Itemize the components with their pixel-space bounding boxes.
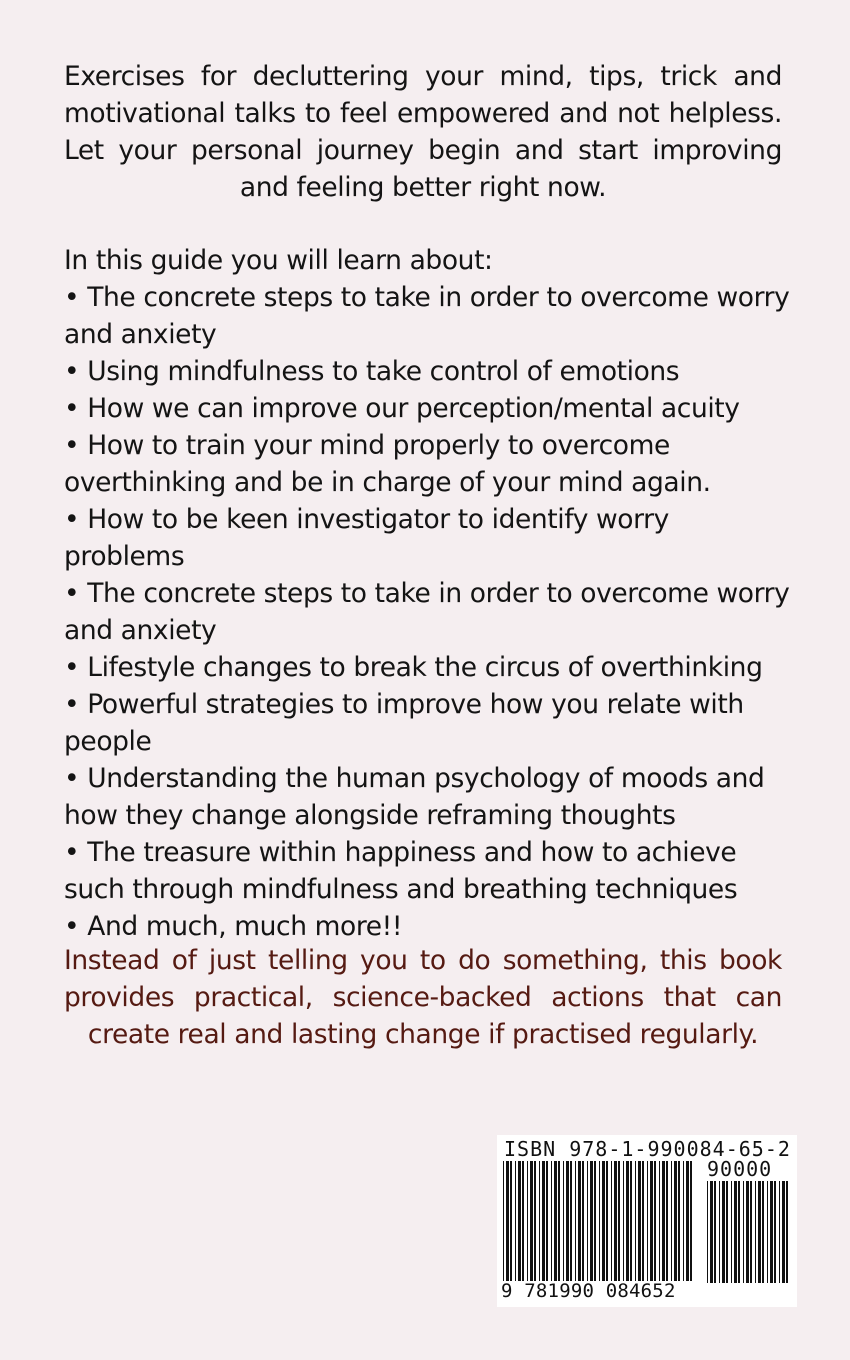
barcode-bar [611, 1161, 612, 1281]
barcode-bar [542, 1161, 545, 1281]
list-item: • Understanding the human psychology of moods and how they change alongside reframing thoughts [64, 763, 765, 831]
barcode-bar [782, 1181, 785, 1283]
barcode-bar [671, 1161, 672, 1281]
list-item: • How to train your mind properly to overcome overthinking and be in charge of your mind again. [64, 430, 711, 498]
barcode-digits: 9 781990 084652 [501, 1280, 676, 1302]
barcode-bar [530, 1161, 533, 1281]
barcode-bar [518, 1161, 521, 1281]
barcode-bar [654, 1161, 656, 1281]
barcode-bar [546, 1161, 548, 1281]
barcode-bar [599, 1161, 600, 1281]
barcode-bar [774, 1181, 776, 1283]
barcode-bar [575, 1161, 576, 1281]
barcode-bar [690, 1161, 692, 1281]
barcode-bar [539, 1161, 540, 1281]
barcode-bar [683, 1161, 684, 1281]
barcode-bar [650, 1161, 653, 1281]
barcode-bar [678, 1161, 680, 1281]
barcode-bar [767, 1181, 768, 1283]
barcode-bar [563, 1161, 564, 1281]
list-item: • The treasure within happiness and how to achieve such through mindfulness and breathing techniques [64, 837, 738, 905]
barcode-bar [614, 1161, 617, 1281]
barcode-bar [726, 1181, 728, 1283]
barcode-bar [570, 1161, 572, 1281]
barcode-bar [590, 1161, 593, 1281]
list-item: • Lifestyle changes to break the circus of overthinking [64, 652, 763, 683]
barcode-bar [750, 1181, 752, 1283]
list-item: • The concrete steps to take in order to overcome worry and anxiety [64, 578, 790, 646]
barcode-bar [638, 1161, 641, 1281]
barcode-bar [554, 1161, 557, 1281]
barcode-bar [630, 1161, 632, 1281]
barcode-bar [746, 1181, 749, 1283]
barcode-bar [635, 1161, 636, 1281]
barcode-bar [710, 1181, 713, 1283]
barcode-bar [731, 1181, 732, 1283]
learn-heading: In this guide you will learn about: [64, 245, 493, 276]
barcode-bar [551, 1161, 552, 1281]
barcode-bar [623, 1161, 624, 1281]
barcode-bar [558, 1161, 560, 1281]
barcode-bar [786, 1181, 788, 1283]
barcode-bar [587, 1161, 588, 1281]
barcode-bar [714, 1181, 716, 1283]
barcode-bar [659, 1161, 660, 1281]
barcode-bar [686, 1161, 689, 1281]
barcode-bar [758, 1181, 761, 1283]
isbn-label: ISBN 978-1-990084-65-2 [504, 1137, 791, 1161]
barcode-bar [566, 1161, 569, 1281]
barcode-bar [719, 1181, 720, 1283]
barcode-bar [522, 1161, 524, 1281]
barcode-bar [674, 1161, 677, 1281]
barcode-bar [578, 1161, 581, 1281]
barcode-bar [582, 1161, 584, 1281]
barcode-bar [602, 1161, 605, 1281]
list-item: • How we can improve our perception/mental acuity [64, 393, 740, 424]
barcode-bar [779, 1181, 780, 1283]
barcode-bar [618, 1161, 620, 1281]
barcode-bar [642, 1161, 644, 1281]
barcode-bar [762, 1181, 764, 1283]
learn-section [64, 242, 794, 945]
barcode [497, 1135, 797, 1307]
barcode-bar [510, 1161, 512, 1281]
barcode-bar [738, 1181, 740, 1283]
barcode-bar [647, 1161, 648, 1281]
list-item: • And much, much more!! [64, 911, 403, 942]
list-item: • The concrete steps to take in order to overcome worry and anxiety [64, 282, 790, 350]
barcode-bar [662, 1161, 665, 1281]
barcode-bar [722, 1181, 725, 1283]
barcode-bar [594, 1161, 596, 1281]
barcode-bar [527, 1161, 528, 1281]
barcode-bar [770, 1181, 773, 1283]
barcode-bar [503, 1161, 504, 1281]
outro-paragraph: Instead of just telling you to do something, this book provides practical, science-backed actions that can create real and lasting change if practised regularly. [64, 945, 782, 1050]
price-code: 90000 [707, 1157, 773, 1181]
barcode-bar [606, 1161, 608, 1281]
barcode-bar [626, 1161, 629, 1281]
barcode-bar [666, 1161, 668, 1281]
barcode-bar [743, 1181, 744, 1283]
list-item: • How to be keen investigator to identify worry problems [64, 504, 669, 572]
barcode-bar [734, 1181, 737, 1283]
intro-paragraph: Exercises for decluttering your mind, tips, trick and motivational talks to feel empowered and not helpless. Let your personal journey begin and start improving and feeling better right now. [64, 61, 782, 203]
barcode-bar [707, 1181, 708, 1283]
barcode-bar [506, 1161, 509, 1281]
barcode-bar [755, 1181, 756, 1283]
barcode-addon-bars [703, 1179, 797, 1283]
barcode-bar [515, 1161, 516, 1281]
list-item: • Using mindfulness to take control of emotions [64, 356, 680, 387]
list-item: • Powerful strategies to improve how you relate with people [64, 689, 744, 757]
learn-list [64, 279, 794, 945]
barcode-bar [534, 1161, 536, 1281]
